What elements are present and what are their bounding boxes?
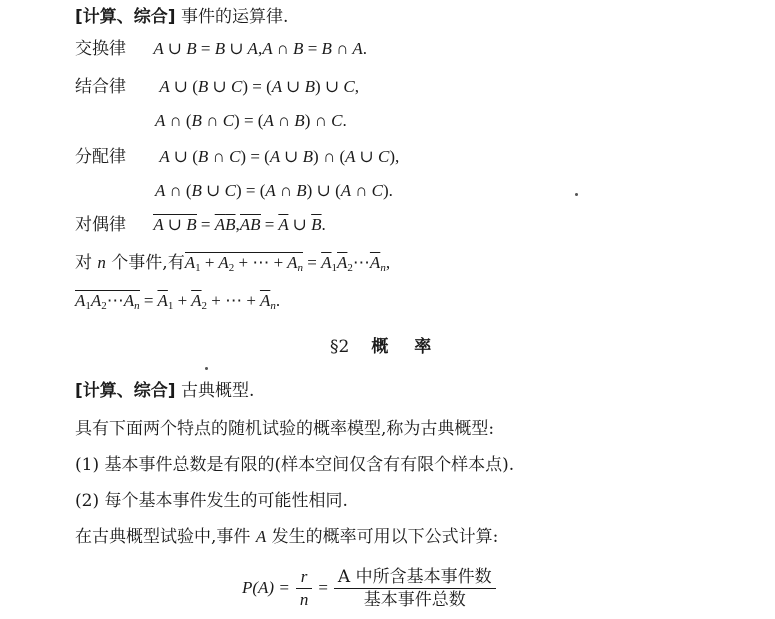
n-events-dual bbox=[75, 290, 280, 317]
fraction-denominator: 基本事件总数 bbox=[334, 588, 496, 611]
law-label: 交换律 bbox=[75, 39, 126, 59]
law-label: 分配律 bbox=[75, 147, 126, 167]
rules-heading bbox=[75, 6, 288, 28]
probability-formula bbox=[242, 560, 496, 616]
heading-text: 事件的运算律. bbox=[175, 7, 289, 27]
law-label: 对偶律 bbox=[75, 215, 126, 235]
section-title bbox=[330, 336, 441, 358]
text: 在古典概型试验中,事件 bbox=[75, 527, 256, 547]
equals-sign: = bbox=[318, 578, 328, 597]
classical-heading bbox=[75, 380, 254, 402]
text: 个事件,有 bbox=[105, 253, 185, 273]
section-heading: 概 率 bbox=[371, 337, 442, 357]
paragraph-intro: 具有下面两个特点的随机试验的概率模型,称为古典概型: bbox=[75, 419, 495, 439]
distributive-law-1 bbox=[75, 146, 399, 168]
formula: A ∪ $B = \overline{A}\overline{B},AB = \overline{A}$ ∪ $\overline{B}$. bbox=[153, 215, 326, 234]
list-item-2: (2) 每个基本事件发生的可能性相同. bbox=[75, 491, 348, 511]
section-number: §2 bbox=[330, 337, 350, 357]
var-a: A bbox=[255, 527, 267, 546]
formula-intro bbox=[75, 526, 498, 548]
fraction-numerator: r bbox=[300, 566, 308, 586]
formula: $A_1A_2\cdots A_n = \overline{A}_1 + \overline{A}_2$ + ⋯ + $\overline{A}_n$. bbox=[75, 291, 280, 310]
fraction-r-over-n bbox=[296, 566, 313, 611]
var-n: n bbox=[97, 253, 106, 272]
text: 发生的概率可用以下公式计算: bbox=[266, 527, 499, 547]
fraction-counts bbox=[334, 566, 496, 611]
formula: A ∪ B = B ∪ A,A ∩ B = B ∩ A. bbox=[153, 39, 368, 58]
fraction-numerator: A 中所含基本事件数 bbox=[337, 566, 492, 587]
heading-text: 古典概型. bbox=[175, 381, 255, 401]
formula: A ∩ (B ∪ C) = (A ∩ B) ∪ (A ∩ C). bbox=[155, 181, 393, 200]
text: 对 bbox=[75, 253, 98, 273]
distributive-law-2 bbox=[155, 180, 393, 202]
n-events-line bbox=[75, 252, 390, 279]
formula: A ∩ (B ∩ C) = (A ∩ B) ∩ C. bbox=[155, 111, 347, 130]
topic-tag: [计算、综合] bbox=[75, 381, 176, 401]
formula-lhs: P(A) = bbox=[242, 578, 290, 597]
topic-tag: [计算、综合] bbox=[75, 7, 176, 27]
formula: $A_1 + A_2$ + ⋯ + $A_n$ = $\overline{A}_1\overline{A}_2\cdots\overline{A}_n$, bbox=[185, 253, 390, 272]
speck bbox=[205, 367, 208, 370]
fraction-denominator: n bbox=[296, 588, 313, 611]
duality-law bbox=[75, 214, 326, 236]
list-item-1: (1) 基本事件总数是有限的(样本空间仅含有有限个样本点). bbox=[75, 455, 515, 475]
formula: A ∪ (B ∪ C) = (A ∪ B) ∪ C, bbox=[159, 77, 360, 96]
associative-law-2 bbox=[155, 110, 347, 132]
associative-law-1 bbox=[75, 76, 359, 98]
formula: A ∪ (B ∩ C) = (A ∪ B) ∩ (A ∪ C), bbox=[159, 147, 400, 166]
law-label: 结合律 bbox=[75, 77, 126, 97]
commutative-law bbox=[75, 38, 367, 60]
speck bbox=[575, 193, 578, 196]
